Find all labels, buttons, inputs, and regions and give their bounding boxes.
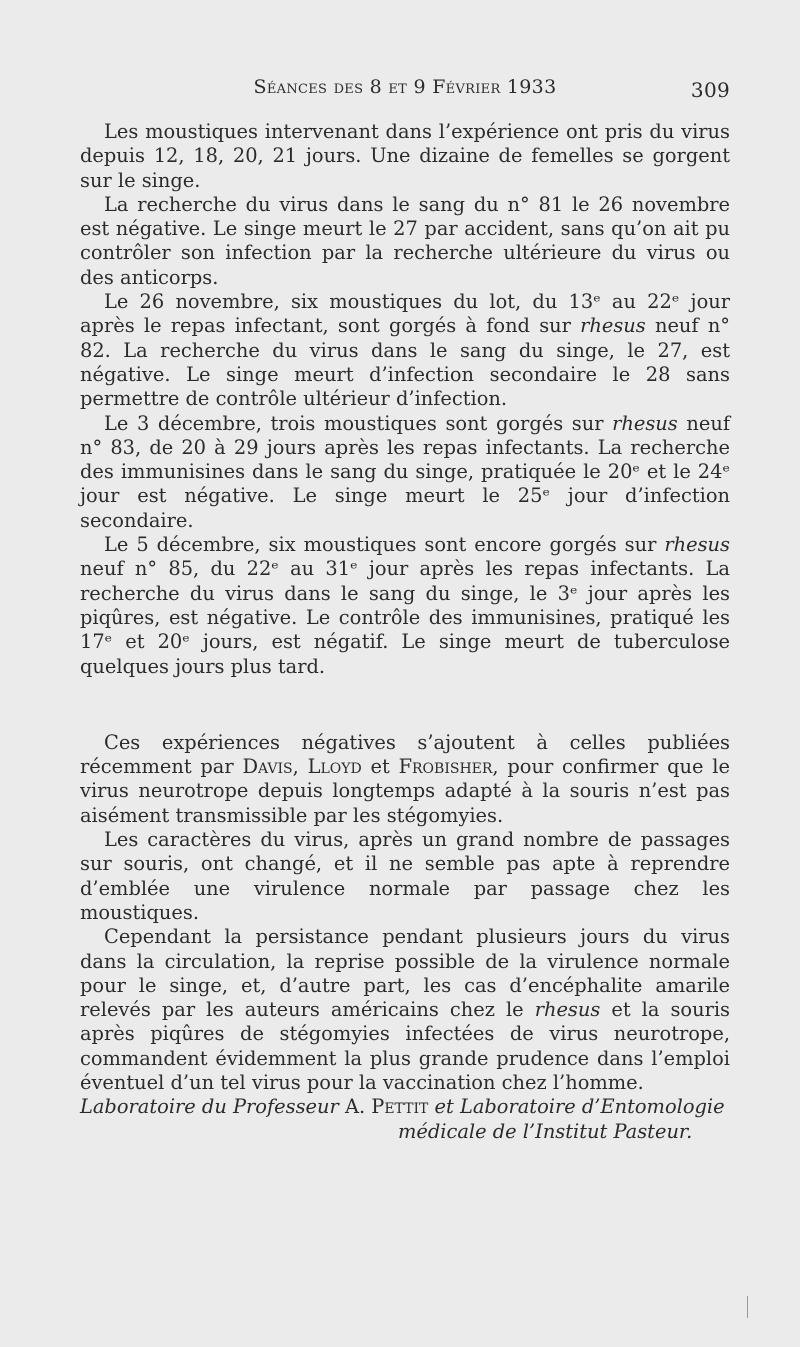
paragraph-6-text-a: Ces expériences négatives s’ajoutent à celles publiées récemment par — [80, 730, 730, 779]
author-davis: Davis — [242, 755, 293, 779]
paragraph-8-text-c: et la souris après piqûres de stégomyies infectées de virus neurotrope, commandent évidemment la plus grande prudence dans l’emploi éventuel d’un tel virus pour la vaccination chez l’homme. — [80, 998, 731, 1094]
running-title: Séances des 8 et 9 Février 1933 — [253, 76, 557, 98]
paragraph-6-et: et — [361, 755, 399, 779]
paragraph-8-species: rhesus — [534, 998, 601, 1022]
signature-part1: Laboratoire du Professeur — [80, 1095, 345, 1119]
paragraph-4-text-a: Le 3 décembre, trois moustiques sont gorgés sur — [104, 411, 613, 435]
signature-part2: et Laboratoire d’Entomologie — [428, 1095, 725, 1119]
page-number: 309 — [690, 78, 730, 102]
laboratory-signature — [80, 1095, 730, 1144]
paragraph-8 — [80, 925, 730, 1095]
paragraph-6-text-b: , pour confirmer que le virus neurotrope depuis longtemps adapté à la souris n’est pas aisément transmissible par les stégomyies. — [80, 755, 730, 827]
paragraph-6-comma: , — [292, 755, 308, 779]
paragraph-3 — [80, 290, 730, 411]
paragraph-4-text-c: neuf n° 83, de 20 à 29 jours après les repas infectants. La recherche des immunisines dans le sang du singe, pratiquée le 20ᵉ et le 24ᵉ jour est négative. Le singe meurt le 25ᵉ jour d’infection secondaire. — [80, 411, 731, 532]
paragraph-3-text-c: neuf n° 82. La recherche du virus dans le sang du singe, le 27, est négative. Le singe meurt d’infection secondaire le 28 sans permettre de contrôle ultérieur d’infection. — [80, 314, 731, 411]
section-gap — [80, 679, 730, 731]
page-header — [80, 76, 730, 102]
paragraph-1: Les moustiques intervenant dans l’expérience ont pris du virus depuis 12, 18, 20, 21 jours. Une dizaine de femelles se gorgent sur le singe. — [80, 120, 730, 192]
paragraph-3-species: rhesus — [580, 314, 646, 338]
author-lloyd: Lloyd — [307, 755, 362, 779]
paragraph-2: La recherche du virus dans le sang du n° 81 le 26 novembre est négative. Le singe meurt le 27 par accident, sans qu’on ait pu contrôler son infection par la recherche ultérieure du virus ou des anticorps. — [80, 192, 730, 289]
paragraph-4 — [80, 412, 730, 533]
paragraph-4-species: rhesus — [612, 411, 678, 435]
author-frobisher: Frobisher — [398, 755, 493, 779]
signature-line2: médicale de l’Institut Pasteur. — [398, 1119, 693, 1143]
paragraph-5 — [80, 533, 730, 679]
paragraph-5-text-a: Le 5 décembre, six moustiques sont encore gorgés sur — [104, 533, 665, 557]
paragraph-3-text-a: Le 26 novembre, six moustiques du lot, du 13ᵉ au 22ᵉ jour après le repas infectant, sont gorgés à fond sur — [80, 290, 730, 338]
page-mark — [747, 1296, 748, 1318]
body-text — [80, 120, 730, 1144]
signature-name: A. Pettit — [344, 1095, 429, 1119]
paragraph-6 — [80, 731, 730, 828]
paragraph-5-text-c: neuf n° 85, du 22ᵉ au 31ᵉ jour après les repas infectants. La recherche du virus dans le sang du singe, le 3ᵉ jour après les piqûres, est négative. Le contrôle des immunisines, pratiqué les 17ᵉ et 20ᵉ jours, est négatif. Le singe meurt de tuberculose quelques jours plus tard. — [80, 557, 730, 678]
paragraph-5-species: rhesus — [664, 533, 730, 557]
paragraph-8-text-a: Cependant la persistance pendant plusieurs jours du virus dans la circulation, la reprise possible de la virulence normale pour le singe, et, d’autre part, les cas d’encéphalite amarile relevés par les auteurs américains chez le — [80, 925, 730, 1022]
paragraph-7: Les caractères du virus, après un grand nombre de passages sur souris, ont changé, et il ne semble pas apte à reprendre d’emblée une virulence normale par passage chez les moustiques. — [80, 828, 730, 924]
